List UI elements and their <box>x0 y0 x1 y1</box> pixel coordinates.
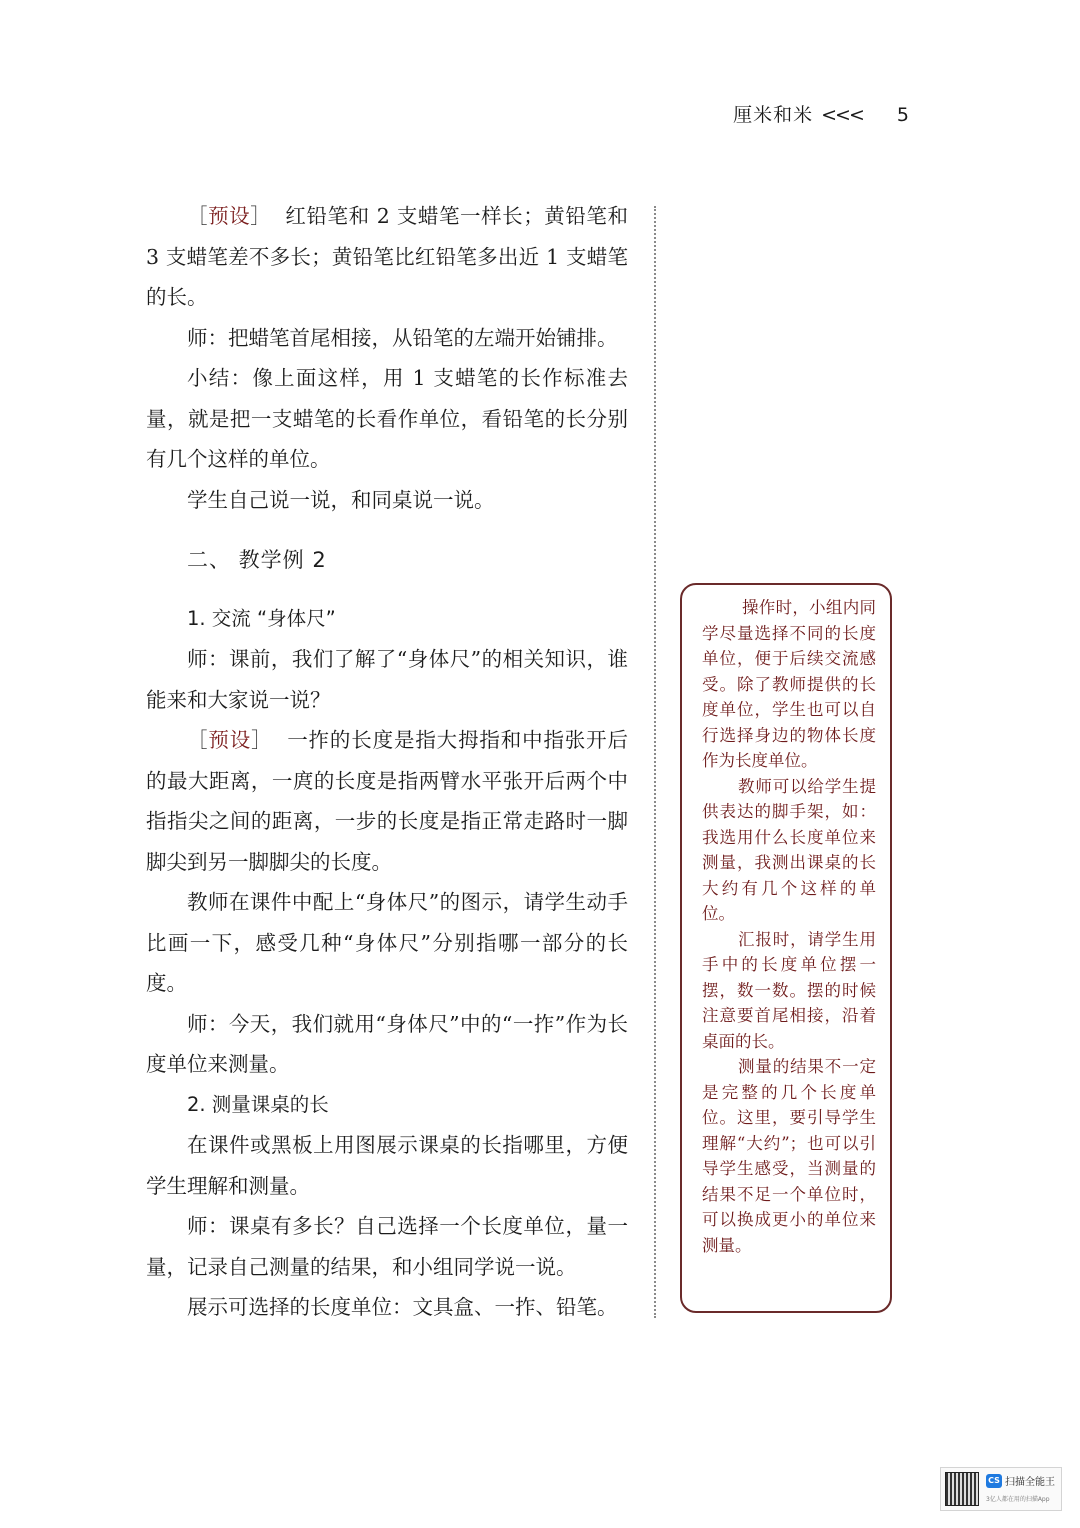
paragraph: 师：今天，我们就用“身体尺”中的“一拃”作为长度单位来测量。 <box>146 1011 628 1076</box>
preset-tag: ［预设］ <box>187 204 272 228</box>
note-paragraph: 教师可以给学生提供表达的脚手架，如：我选用什么长度单位来测量，我测出课桌的长大约有几个这样的单位。 <box>702 776 876 923</box>
paragraph: 师：把蜡笔首尾相接，从铅笔的左端开始铺排。 <box>187 325 618 350</box>
main-text-column <box>146 196 628 1328</box>
paragraph <box>146 196 628 318</box>
margin-note-box <box>680 583 892 1313</box>
paragraph: 展示可选择的长度单位：文具盒、一拃、铅笔。 <box>187 1295 618 1319</box>
page-number: 5 <box>896 104 910 126</box>
chevrons-left-icon: <<< <box>821 104 863 126</box>
running-header <box>733 100 910 127</box>
section-heading: 二、 教学例 2 <box>187 548 327 572</box>
paragraph: 学生自己说一说，和同桌说一说。 <box>187 487 495 512</box>
paragraph: 在课件或黑板上用图展示课桌的长指哪里，方便学生理解和测量。 <box>146 1133 628 1198</box>
qr-code-icon <box>945 1472 979 1506</box>
paragraph-text: 一拃的长度是指大拇指和中指张开后的最大距离，一庹的长度是指两臂水平张开后两个中指指尖之间的距离，一步的长度是指正常走路时一脚脚尖到另一脚脚尖的长度。 <box>146 728 629 874</box>
scanner-watermark <box>940 1467 1062 1511</box>
subsection-heading: 2. 测量课桌的长 <box>187 1092 329 1116</box>
camscanner-logo: CS <box>986 1474 1002 1488</box>
note-paragraph: 操作时，小组内同学尽量选择不同的长度单位，便于后续交流感受。除了教师提供的长度单位，学生也可以自行选择身边的物体长度作为长度单位。 <box>702 598 876 770</box>
paragraph: 小结：像上面这样，用 1 支蜡笔的长作标准去量，就是把一支蜡笔的长看作单位，看铅笔的长分别有几个这样的单位。 <box>146 366 628 471</box>
column-divider <box>654 206 656 1318</box>
paragraph <box>146 720 628 882</box>
note-paragraph: 测量的结果不一定是完整的几个长度单位。这里，要引导学生理解“大约”；也可以引导学生感受，当测量的结果不足一个单位时，可以换成更小的单位来测量。 <box>702 1057 876 1255</box>
preset-tag: ［预设］ <box>187 728 273 752</box>
note-paragraph: 汇报时，请学生用手中的长度单位摆一摆，数一数。摆的时候注意要首尾相接，沿着桌面的长。 <box>702 929 876 1051</box>
subsection-heading: 1. 交流 “身体尺” <box>187 606 336 630</box>
watermark-app-name: 扫描全能王 <box>1005 1477 1055 1488</box>
paragraph: 教师在课件中配上“身体尺”的图示，请学生动手比画一下，感受几种“身体尺”分别指哪一部分的长度。 <box>146 890 628 995</box>
paragraph: 师：课桌有多长？自己选择一个长度单位，量一量，记录自己测量的结果，和小组同学说一说。 <box>146 1214 628 1279</box>
paragraph-text: 红铅笔和 2 支蜡笔一样长；黄铅笔和 3 支蜡笔差不多长；黄铅笔比红铅笔多出近 1 支蜡笔的长。 <box>146 204 628 309</box>
paragraph: 师：课前，我们了解了“身体尺”的相关知识，谁能来和大家说一说？ <box>146 647 628 712</box>
watermark-tagline: 3亿人都在用的扫描App <box>986 1496 1050 1503</box>
section-title: 厘米和米 <box>733 104 814 126</box>
